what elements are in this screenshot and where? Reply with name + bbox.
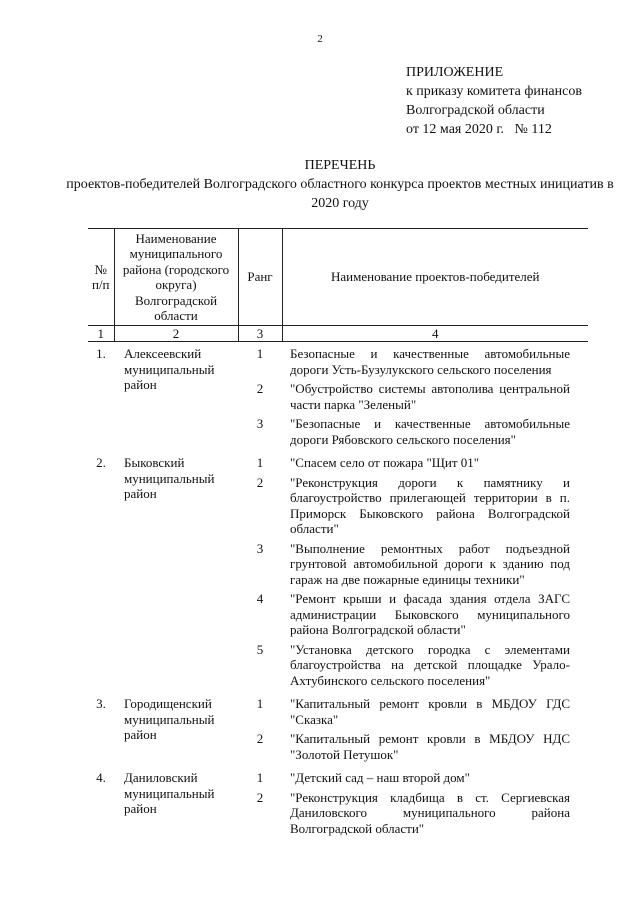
- project-rank: 1: [256, 346, 264, 361]
- project-item: [238, 475, 588, 537]
- document-subtitle: проектов-победителей Волгоградского областного конкурса проектов местных инициатив в 2020 году: [66, 177, 614, 211]
- row-number: 3.: [96, 696, 106, 711]
- column-number-row: [88, 326, 588, 342]
- project-name: "Установка детского городка с элементами благоустройства на детской площадке Урало-Ахтубинского сельского поселения": [290, 641, 570, 688]
- project-rank: 2: [256, 474, 264, 490]
- project-name: "Капитальный ремонт кровли в МБДОУ ГДС "Сказка": [290, 696, 570, 727]
- project-item: [238, 591, 588, 638]
- winners-table: [88, 228, 588, 840]
- table-row: [88, 766, 588, 840]
- project-rank: 5: [256, 641, 264, 657]
- project-item: [238, 770, 588, 786]
- appendix-title: ПРИЛОЖЕНИЕ: [406, 65, 504, 80]
- project-rank: 3: [256, 416, 264, 431]
- project-name: "Ремонт крыши и фасада здания отдела ЗАГС администрации Быковского муниципального района Волгоградской области": [290, 591, 570, 637]
- column-number: 1: [88, 326, 114, 342]
- project-item: [238, 541, 588, 588]
- project-item: [238, 790, 588, 837]
- appendix-line-2: Волгоградской области: [406, 103, 545, 118]
- table-row: [88, 692, 588, 766]
- appendix-line-3: от 12 мая 2020 г. № 112: [406, 122, 552, 137]
- project-item: [238, 696, 588, 727]
- projects-cell: [238, 451, 588, 692]
- project-rank: 1: [256, 455, 264, 470]
- header-num: № п/п: [88, 229, 114, 326]
- header-rank: Ранг: [238, 229, 282, 326]
- header-district: Наименование муниципального района (городского округа) Волгоградской области: [114, 229, 238, 326]
- projects-cell: [238, 692, 588, 766]
- project-item: [238, 731, 588, 762]
- district-name: Городищенский муниципальный район: [124, 696, 215, 742]
- project-name: "Выполнение ремонтных работ подъездной грунтовой автомобильной дороги к зданию под гараж на две пожарные единицы техники": [290, 540, 570, 587]
- document-heading: [60, 156, 620, 213]
- district-name: Даниловский муниципальный район: [124, 770, 215, 816]
- project-name: "Реконструкция кладбища в ст. Сергиевская Даниловского муниципального района Волгоградской области": [290, 789, 570, 836]
- project-item: [238, 381, 588, 412]
- project-rank: 4: [256, 591, 264, 606]
- table-header-row: [88, 229, 588, 326]
- project-item: [238, 455, 588, 471]
- project-name: "Реконструкция дороги к памятнику и благоустройство прилегающей территории в п. Приморск Быковского района Волгоградской области": [290, 474, 570, 536]
- project-item: [238, 642, 588, 689]
- project-rank: 3: [256, 540, 264, 556]
- project-name: Безопасные и качественные автомобильные дороги Усть-Бузулукского сельского поселения: [290, 346, 570, 377]
- column-number: 2: [114, 326, 238, 342]
- project-name: "Капитальный ремонт кровли в МБДОУ НДС "Золотой Петушок": [290, 731, 570, 762]
- projects-cell: [238, 766, 588, 840]
- project-rank: 2: [256, 789, 264, 805]
- column-number: 4: [282, 326, 588, 342]
- project-rank: 1: [256, 770, 264, 785]
- project-rank: 2: [256, 381, 264, 396]
- row-number: 4.: [96, 770, 106, 785]
- row-number: 1.: [96, 346, 106, 361]
- table-row: [88, 451, 588, 692]
- appendix-block: [406, 63, 582, 139]
- district-name: Алексеевский муниципальный район: [124, 346, 215, 392]
- projects-cell: [238, 342, 588, 452]
- page-number: 2: [317, 33, 323, 45]
- project-rank: 1: [256, 696, 264, 711]
- project-name: "Безопасные и качественные автомобильные дороги Рябовского сельского поселения": [290, 416, 570, 447]
- header-projects: Наименование проектов-победителей: [282, 229, 588, 326]
- district-name: Быковский муниципальный район: [124, 455, 215, 501]
- project-item: [238, 346, 588, 377]
- table-row: [88, 342, 588, 452]
- row-number: 2.: [96, 455, 106, 470]
- appendix-line-1: к приказу комитета финансов: [406, 84, 582, 99]
- project-name: "Детский сад – наш второй дом": [290, 770, 470, 785]
- column-number: 3: [238, 326, 282, 342]
- project-item: [238, 416, 588, 447]
- project-name: "Обустройство системы автополива центральной части парка "Зеленый": [290, 381, 570, 412]
- document-title: ПЕРЕЧЕНЬ: [304, 158, 376, 173]
- project-rank: 2: [256, 731, 264, 746]
- project-name: "Спасем село от пожара "Щит 01": [290, 455, 480, 470]
